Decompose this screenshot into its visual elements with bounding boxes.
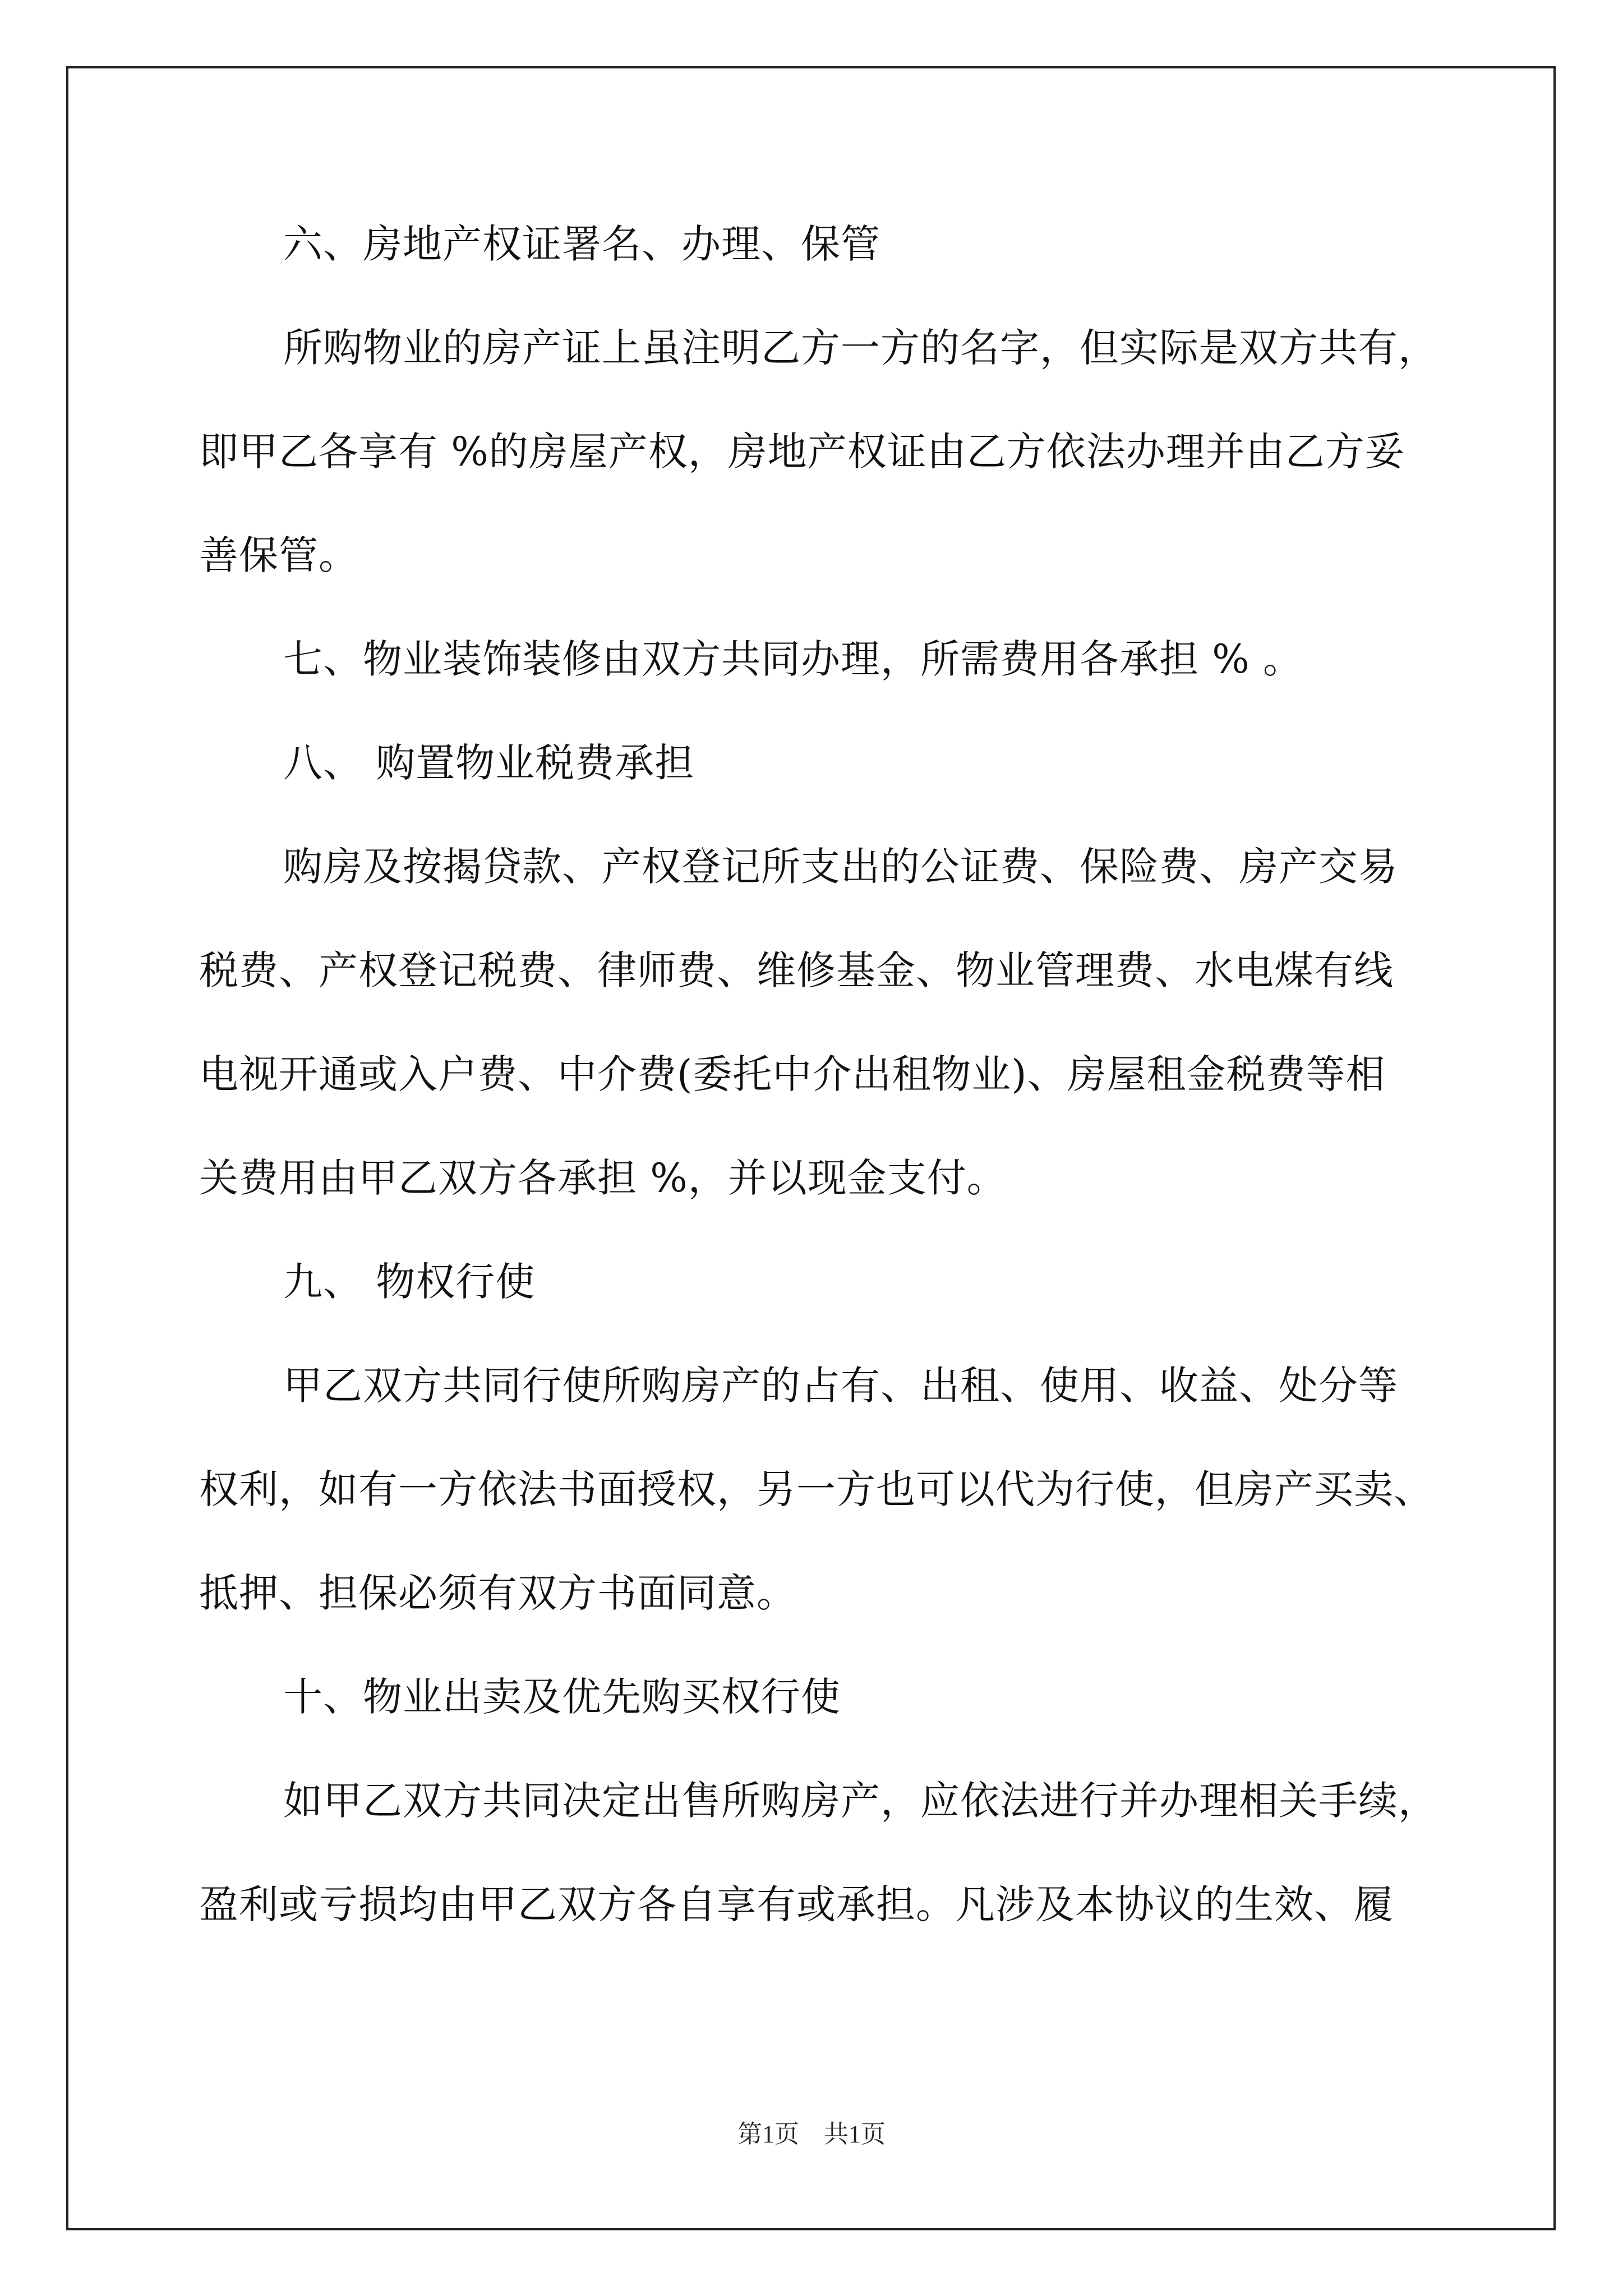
section-heading-9: 九、 物权行使 (283, 1259, 536, 1305)
paragraph-line: 盈利或亏损均由甲乙双方各自享有或承担。凡涉及本协议的生效、履 (199, 1881, 1394, 1927)
section-heading-8: 八、 购置物业税费承担 (283, 740, 695, 786)
section-heading-10: 十、物业出卖及优先购买权行使 (283, 1674, 841, 1720)
page-number-footer: 第1页 共1页 (737, 2120, 886, 2148)
paragraph-line: 所购物业的房产证上虽注明乙方一方的名字，但实际是双方共有， (283, 325, 1438, 371)
paragraph-line: 即甲乙各享有 %的房屋产权，房地产权证由乙方依法办理并由乙方妥 (199, 429, 1405, 475)
paragraph-line: 权利，如有一方依法书面授权，另一方也可以代为行使，但房产买卖、 (199, 1466, 1433, 1512)
paragraph-line: 抵押、担保必须有双方书面同意。 (199, 1570, 796, 1616)
paragraph-line: 关费用由甲乙双方各承担 %，并以现金支付。 (199, 1155, 1007, 1201)
section-heading-7: 七、物业装饰装修由双方共同办理，所需费用各承担 % 。 (283, 636, 1303, 682)
paragraph-line: 电视开通或入户费、中介费(委托中介出租物业)、房屋租金税费等相 (199, 1051, 1386, 1097)
paragraph-line: 税费、产权登记税费、律师费、维修基金、物业管理费、水电煤有线 (199, 947, 1394, 993)
paragraph-line: 甲乙双方共同行使所购房产的占有、出租、使用、收益、处分等 (283, 1363, 1398, 1409)
paragraph-line: 购房及按揭贷款、产权登记所支出的公证费、保险费、房产交易 (283, 844, 1398, 890)
section-heading-6: 六、房地产权证署名、办理、保管 (283, 221, 880, 267)
paragraph-line: 善保管。 (199, 532, 358, 578)
paragraph-line: 如甲乙双方共同决定出售所购房产，应依法进行并办理相关手续， (283, 1778, 1438, 1824)
